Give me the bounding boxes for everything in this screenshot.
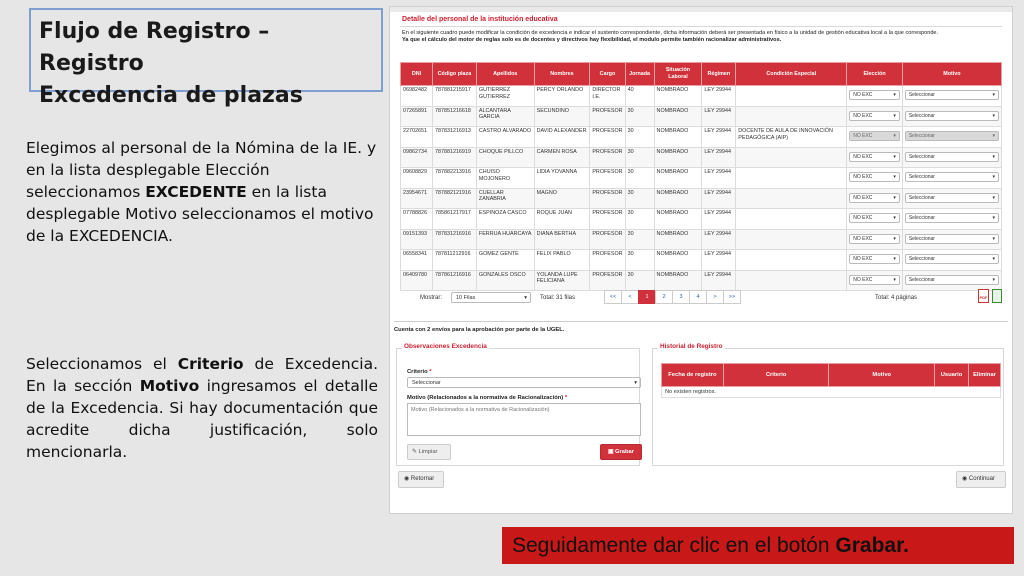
excel-export-icon[interactable] bbox=[992, 289, 1002, 303]
eleccion-value: NO EXC bbox=[853, 194, 873, 201]
column-header: Régimen bbox=[702, 63, 736, 86]
cell-nombres: DIANA BERTHA bbox=[534, 229, 590, 250]
cell-condicion bbox=[736, 250, 847, 271]
eraser-icon: ✎ bbox=[412, 449, 419, 455]
cell-apellidos: ESPINOZA CASCO bbox=[476, 209, 534, 230]
slide-title bbox=[39, 16, 373, 112]
cell-plaza: 787831216916 bbox=[432, 229, 476, 250]
column-header: Jornada bbox=[625, 63, 654, 86]
page-button[interactable]: 3 bbox=[672, 290, 690, 304]
chevron-down-icon: ▾ bbox=[992, 194, 995, 201]
clean-button[interactable] bbox=[407, 444, 451, 460]
chevron-down-icon: ▾ bbox=[893, 194, 896, 201]
save-button[interactable] bbox=[600, 444, 642, 460]
criterio-label-text: Criterio bbox=[407, 369, 428, 375]
forward-arrow-icon: ◉ bbox=[962, 476, 969, 482]
motivo-label bbox=[407, 395, 567, 401]
motivo-label-text: Motivo (Relacionados a la normativa de Racionalización) bbox=[407, 395, 564, 401]
eleccion-value: NO EXC bbox=[853, 92, 873, 98]
cell-cargo: PROFESOR bbox=[590, 229, 625, 250]
para2-bold-motivo: Motivo bbox=[139, 377, 200, 395]
cell-dni: 09608829 bbox=[401, 168, 433, 189]
cell-situacion: NOMBRADO bbox=[654, 229, 702, 250]
table-row bbox=[401, 86, 1002, 107]
cell-plaza: 787851216618 bbox=[432, 106, 476, 127]
motivo-value: Seleccionar bbox=[908, 133, 935, 139]
eleccion-value: NO EXC bbox=[853, 112, 873, 119]
cell-dni: 06982482 bbox=[401, 86, 433, 107]
table-row bbox=[401, 229, 1002, 250]
cell-condicion bbox=[736, 168, 847, 189]
column-header: Cargo bbox=[590, 63, 625, 86]
cell-situacion: NOMBRADO bbox=[654, 270, 702, 291]
cell-motivo bbox=[902, 250, 1001, 271]
history-table-header bbox=[662, 364, 1001, 387]
column-header: DNI bbox=[401, 63, 433, 86]
cell-regimen: LEY 29944 bbox=[702, 127, 736, 148]
cell-dni: 06409780 bbox=[401, 270, 433, 291]
observations-title: Observaciones Excedencia bbox=[404, 343, 487, 350]
chevron-down-icon: ▾ bbox=[992, 235, 995, 242]
cell-plaza: 787882121916 bbox=[432, 188, 476, 209]
page-button[interactable]: 4 bbox=[689, 290, 707, 304]
cell-motivo bbox=[902, 147, 1001, 168]
cell-regimen: LEY 29944 bbox=[702, 250, 736, 271]
motivo-value: Seleccionar bbox=[908, 92, 935, 98]
back-button-label: Retornar bbox=[410, 476, 435, 482]
rows-per-page-value: 10 Filas bbox=[456, 295, 476, 301]
staff-table-header bbox=[401, 63, 1002, 86]
cell-apellidos: CASTRO ALVARADO bbox=[476, 127, 534, 148]
para1-text-a: Elegimos al personal de la Nómina de la IE. y en la lista desplegable Elección seleccionamos bbox=[26, 139, 377, 201]
history-column-header: Motivo bbox=[829, 364, 935, 387]
cell-apellidos: CHUISO MOJONERO bbox=[476, 168, 534, 189]
column-header: Nombres bbox=[534, 63, 590, 86]
continue-button-label: Continuar bbox=[968, 476, 995, 482]
observations-box bbox=[396, 348, 640, 466]
chevron-down-icon: ▾ bbox=[893, 92, 896, 98]
staff-table-body bbox=[401, 86, 1002, 291]
cell-dni: 07265891 bbox=[401, 106, 433, 127]
cell-cargo: PROFESOR bbox=[590, 270, 625, 291]
cell-cargo: PROFESOR bbox=[590, 106, 625, 127]
cell-apellidos: GONZALES OSCO bbox=[476, 270, 534, 291]
cell-eleccion bbox=[847, 209, 903, 230]
cell-condicion bbox=[736, 209, 847, 230]
history-column-header: Eliminar bbox=[969, 364, 1001, 387]
criterio-value: Seleccionar bbox=[412, 380, 441, 386]
history-empty-text: No existen registros. bbox=[662, 387, 1001, 398]
cell-cargo: PROFESOR bbox=[590, 168, 625, 189]
motivo-value: Seleccionar bbox=[908, 174, 935, 180]
cell-jornada: 30 bbox=[625, 188, 654, 209]
cell-eleccion bbox=[847, 86, 903, 107]
cell-jornada: 30 bbox=[625, 147, 654, 168]
cell-nombres: FELIX PABLO bbox=[534, 250, 590, 271]
cell-regimen: LEY 29944 bbox=[702, 86, 736, 107]
page-button[interactable]: 2 bbox=[655, 290, 673, 304]
cell-plaza: 787881215917 bbox=[432, 86, 476, 107]
staff-table bbox=[400, 62, 1002, 291]
table-row bbox=[401, 106, 1002, 127]
table-row bbox=[401, 188, 1002, 209]
instruction-banner bbox=[502, 527, 1014, 564]
eleccion-select[interactable] bbox=[849, 90, 900, 100]
chevron-down-icon: ▾ bbox=[893, 235, 896, 242]
cell-dni: 06558341 bbox=[401, 250, 433, 271]
panel-divider bbox=[400, 26, 1002, 27]
slide-title-line1: Flujo de Registro – Registro bbox=[39, 19, 270, 76]
table-row bbox=[401, 168, 1002, 189]
chevron-down-icon: ▾ bbox=[992, 174, 995, 180]
eleccion-value: NO EXC bbox=[853, 215, 873, 221]
total-pages: Total: 4 páginas bbox=[875, 295, 918, 301]
column-header: Motivo bbox=[902, 63, 1001, 86]
cell-regimen: LEY 29944 bbox=[702, 270, 736, 291]
cell-plaza: 787882213916 bbox=[432, 168, 476, 189]
history-empty-row bbox=[662, 387, 1001, 398]
motivo-select bbox=[905, 131, 999, 141]
eleccion-select[interactable] bbox=[849, 152, 900, 162]
chevron-down-icon: ▾ bbox=[893, 153, 896, 160]
cell-cargo: PROFESOR bbox=[590, 188, 625, 209]
cell-cargo: DIRECTOR I.E. bbox=[590, 86, 625, 107]
total-rows: Total: 31 filas bbox=[540, 295, 576, 301]
chevron-down-icon: ▾ bbox=[992, 153, 995, 160]
cell-eleccion bbox=[847, 250, 903, 271]
chevron-down-icon: ▾ bbox=[992, 92, 995, 98]
chevron-down-icon: ▾ bbox=[992, 276, 995, 283]
cell-nombres: PERCY ORLANDO bbox=[534, 86, 590, 107]
slide-title-line2: Excedencia de plazas bbox=[39, 83, 303, 108]
para1-bold-excedente: EXCEDENTE bbox=[145, 183, 247, 201]
chevron-down-icon: ▾ bbox=[992, 215, 995, 221]
eleccion-select[interactable] bbox=[849, 193, 900, 203]
cell-condicion bbox=[736, 106, 847, 127]
motivo-select[interactable] bbox=[905, 172, 999, 182]
motivo-value: Seleccionar bbox=[908, 276, 935, 283]
instruction-paragraph-2 bbox=[26, 353, 378, 463]
para1-text-b: en la lista desplegable Motivo seleccionamos el motivo de la EXCEDENCIA. bbox=[26, 183, 374, 245]
cell-jornada: 30 bbox=[625, 270, 654, 291]
cell-situacion: NOMBRADO bbox=[654, 250, 702, 271]
eleccion-select bbox=[849, 131, 900, 141]
cell-motivo bbox=[902, 168, 1001, 189]
criterio-label bbox=[407, 369, 432, 375]
instruction-paragraph-1 bbox=[26, 137, 378, 247]
chevron-down-icon: ▾ bbox=[893, 133, 896, 139]
eleccion-select[interactable] bbox=[849, 172, 900, 182]
cell-apellidos: ALCANTARA GARCIA bbox=[476, 106, 534, 127]
cell-condicion bbox=[736, 188, 847, 209]
para2-text-a: Seleccionamos el bbox=[26, 355, 178, 373]
chevron-down-icon: ▾ bbox=[634, 380, 637, 386]
chevron-down-icon: ▾ bbox=[893, 174, 896, 180]
cell-plaza: 785861217917 bbox=[432, 209, 476, 230]
cell-dni: 23954671 bbox=[401, 188, 433, 209]
table-row bbox=[401, 209, 1002, 230]
column-header: Código plaza bbox=[432, 63, 476, 86]
cell-apellidos: GOMEZ GENTE bbox=[476, 250, 534, 271]
cell-nombres: MAGNO bbox=[534, 188, 590, 209]
motivo-select[interactable] bbox=[905, 234, 999, 244]
window-top-bar bbox=[390, 7, 1012, 12]
cell-dni: 09862734 bbox=[401, 147, 433, 168]
eleccion-value: NO EXC bbox=[853, 256, 873, 262]
cell-situacion: NOMBRADO bbox=[654, 168, 702, 189]
table-row bbox=[401, 147, 1002, 168]
cell-plaza: 787811212916 bbox=[432, 250, 476, 271]
cell-motivo bbox=[902, 106, 1001, 127]
cell-nombres: YOLANDA LUPE FELICIANA bbox=[534, 270, 590, 291]
cell-condicion: DOCENTE DE AULA DE INNOVACIÓN PEDAGÓGICA (AIP) bbox=[736, 127, 847, 148]
cell-nombres: LIDIA YOVANNA bbox=[534, 168, 590, 189]
rows-per-page-select[interactable] bbox=[451, 292, 531, 303]
cell-apellidos: FERRUA HUARCAYA bbox=[476, 229, 534, 250]
cell-eleccion bbox=[847, 106, 903, 127]
cell-jornada: 30 bbox=[625, 127, 654, 148]
eleccion-value: NO EXC bbox=[853, 133, 873, 139]
motivo-value: Seleccionar bbox=[908, 112, 935, 119]
chevron-down-icon: ▾ bbox=[992, 112, 995, 119]
cell-nombres: SECUNDINO bbox=[534, 106, 590, 127]
cell-nombres: ROQUE JUAN bbox=[534, 209, 590, 230]
section-divider bbox=[394, 321, 1008, 322]
cell-jornada: 30 bbox=[625, 209, 654, 230]
eleccion-select[interactable] bbox=[849, 111, 900, 121]
required-mark: * bbox=[427, 369, 432, 375]
slide-title-box bbox=[29, 8, 383, 108]
motivo-select[interactable] bbox=[905, 213, 999, 223]
cell-situacion: NOMBRADO bbox=[654, 127, 702, 148]
cell-dni: 22702651 bbox=[401, 127, 433, 148]
eleccion-select[interactable] bbox=[849, 213, 900, 223]
motivo-select[interactable] bbox=[905, 193, 999, 203]
back-button[interactable] bbox=[398, 471, 444, 488]
cell-apellidos: GUTIERREZ GUTIERREZ bbox=[476, 86, 534, 107]
cell-cargo: PROFESOR bbox=[590, 250, 625, 271]
clean-button-label: Limpiar bbox=[418, 449, 438, 455]
column-header: Elección bbox=[847, 63, 903, 86]
para2-text-b: de Excedencia. En la sección bbox=[26, 355, 379, 395]
motivo-select[interactable] bbox=[905, 90, 999, 100]
cell-motivo bbox=[902, 127, 1001, 148]
banner-text: Seguidamente dar clic en el botón bbox=[512, 534, 836, 557]
cell-condicion bbox=[736, 86, 847, 107]
eleccion-select[interactable] bbox=[849, 234, 900, 244]
cell-apellidos: CHOQUE PILLCO bbox=[476, 147, 534, 168]
cell-cargo: PROFESOR bbox=[590, 147, 625, 168]
cell-situacion: NOMBRADO bbox=[654, 209, 702, 230]
chevron-down-icon: ▾ bbox=[893, 276, 896, 283]
eleccion-value: NO EXC bbox=[853, 153, 873, 160]
save-icon: ▣ bbox=[607, 449, 616, 455]
chevron-down-icon: ▾ bbox=[893, 256, 896, 262]
cell-nombres: DAVID ALEXANDER bbox=[534, 127, 590, 148]
info-text bbox=[402, 30, 1000, 44]
cell-eleccion bbox=[847, 188, 903, 209]
chevron-down-icon: ▾ bbox=[524, 295, 527, 301]
motivo-value: Seleccionar bbox=[908, 215, 935, 221]
cell-regimen: LEY 29944 bbox=[702, 168, 736, 189]
back-arrow-icon: ◉ bbox=[404, 476, 411, 482]
cell-motivo bbox=[902, 188, 1001, 209]
page-button[interactable]: > bbox=[706, 290, 724, 304]
app-screenshot bbox=[389, 6, 1013, 514]
motivo-select[interactable] bbox=[905, 275, 999, 285]
cell-jornada: 30 bbox=[625, 250, 654, 271]
sent-note: Cuenta con 2 envíos para la aprobación por parte de la UGEL. bbox=[394, 327, 565, 333]
cell-nombres: CARMEN ROSA bbox=[534, 147, 590, 168]
info-line-1: En el siguiente cuadro puede modificar la condición de excedencia e indicar el sustento correspondiente, dicha información deberá ser presentada en físico a la unidad de gestión educativa local a la que corresponde. bbox=[402, 30, 939, 36]
cell-condicion bbox=[736, 147, 847, 168]
cell-regimen: LEY 29944 bbox=[702, 229, 736, 250]
cell-situacion: NOMBRADO bbox=[654, 188, 702, 209]
eleccion-select[interactable] bbox=[849, 275, 900, 285]
continue-button[interactable] bbox=[956, 471, 1006, 488]
pagination-bar bbox=[400, 287, 1002, 309]
motivo-select[interactable] bbox=[905, 254, 999, 264]
column-header: Condición Especial bbox=[736, 63, 847, 86]
cell-situacion: NOMBRADO bbox=[654, 106, 702, 127]
eleccion-select[interactable] bbox=[849, 254, 900, 264]
cell-situacion: NOMBRADO bbox=[654, 147, 702, 168]
cell-motivo bbox=[902, 209, 1001, 230]
history-column-header: Criterio bbox=[723, 364, 829, 387]
cell-dni: 07788826 bbox=[401, 209, 433, 230]
cell-eleccion bbox=[847, 127, 903, 148]
cell-plaza: 787831216913 bbox=[432, 127, 476, 148]
banner-bold: Grabar. bbox=[835, 534, 909, 557]
cell-eleccion bbox=[847, 168, 903, 189]
cell-dni: 09151393 bbox=[401, 229, 433, 250]
column-header: Apellidos bbox=[476, 63, 534, 86]
cell-eleccion bbox=[847, 147, 903, 168]
required-mark: * bbox=[563, 395, 568, 401]
show-label: Mostrar: bbox=[420, 295, 443, 301]
chevron-down-icon: ▾ bbox=[893, 215, 896, 221]
cell-plaza: 787861216916 bbox=[432, 270, 476, 291]
pdf-export-icon[interactable]: PDF bbox=[978, 289, 989, 303]
cell-jornada: 30 bbox=[625, 106, 654, 127]
cell-cargo: PROFESOR bbox=[590, 209, 625, 230]
cell-motivo bbox=[902, 86, 1001, 107]
motivo-value: Seleccionar bbox=[908, 256, 935, 262]
cell-jornada: 30 bbox=[625, 229, 654, 250]
info-line-2: Ya que el cálculo del motor de reglas solo es de docentes y directivos hay flexibilidad, el modulo permite también racionalizar administrativos. bbox=[402, 37, 782, 43]
cell-situacion: NOMBRADO bbox=[654, 86, 702, 107]
page-button[interactable]: < bbox=[621, 290, 639, 304]
column-header: Situación Laboral bbox=[654, 63, 702, 86]
history-column-header: Usuario bbox=[935, 364, 969, 387]
para2-bold-criterio: Criterio bbox=[177, 355, 244, 373]
table-row bbox=[401, 250, 1002, 271]
motivo-value: Seleccionar bbox=[908, 235, 935, 242]
history-table bbox=[661, 363, 1001, 398]
para2-text-c: ingresamos el detalle de la Excedencia. Si hay documentación que acredite dicha justificación, solo mencionarla. bbox=[26, 377, 378, 461]
cell-regimen: LEY 29944 bbox=[702, 147, 736, 168]
cell-motivo bbox=[902, 229, 1001, 250]
motivo-textarea[interactable] bbox=[407, 403, 641, 436]
motivo-select[interactable] bbox=[905, 111, 999, 121]
save-button-label: Grabar bbox=[615, 449, 635, 455]
panel-title: Detalle del personal de la institución educativa bbox=[402, 16, 558, 23]
page-buttons bbox=[605, 290, 741, 304]
motivo-select[interactable] bbox=[905, 152, 999, 162]
cell-jornada: 40 bbox=[625, 86, 654, 107]
cell-eleccion bbox=[847, 229, 903, 250]
table-row bbox=[401, 127, 1002, 148]
history-column-header: Fecha de registro bbox=[662, 364, 724, 387]
page-button[interactable]: << bbox=[604, 290, 622, 304]
history-box bbox=[652, 348, 1004, 466]
history-title: Historial de Registro bbox=[660, 343, 723, 350]
page-button[interactable]: >> bbox=[723, 290, 741, 304]
eleccion-value: NO EXC bbox=[853, 276, 873, 283]
chevron-down-icon: ▾ bbox=[992, 133, 995, 139]
criterio-select[interactable] bbox=[407, 377, 641, 388]
cell-regimen: LEY 29944 bbox=[702, 106, 736, 127]
motivo-value: Seleccionar bbox=[908, 153, 935, 160]
page-button[interactable]: 1 bbox=[638, 290, 656, 304]
eleccion-value: NO EXC bbox=[853, 174, 873, 180]
chevron-down-icon: ▾ bbox=[992, 256, 995, 262]
cell-regimen: LEY 29944 bbox=[702, 188, 736, 209]
cell-cargo: PROFESOR bbox=[590, 127, 625, 148]
chevron-down-icon: ▾ bbox=[893, 112, 896, 119]
motivo-value: Seleccionar bbox=[908, 194, 935, 201]
cell-jornada: 30 bbox=[625, 168, 654, 189]
cell-regimen: LEY 29944 bbox=[702, 209, 736, 230]
cell-apellidos: CUELLAR ZANABRIA bbox=[476, 188, 534, 209]
cell-condicion bbox=[736, 229, 847, 250]
eleccion-value: NO EXC bbox=[853, 235, 873, 242]
cell-plaza: 787881216919 bbox=[432, 147, 476, 168]
